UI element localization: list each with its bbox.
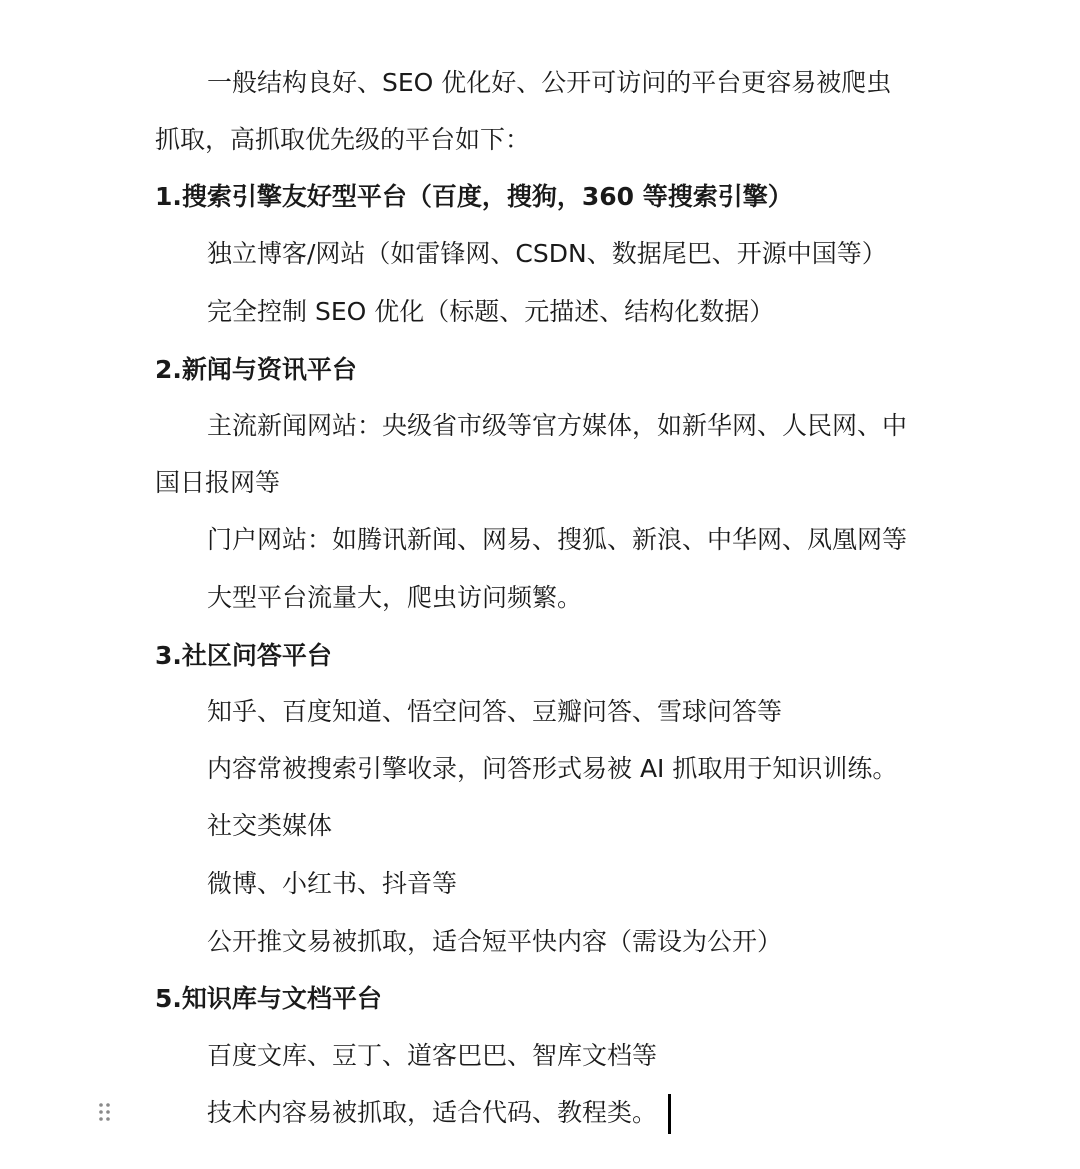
paragraph-doc-sites[interactable]: 百度文库、豆丁、道客巴巴、智库文档等	[207, 1041, 658, 1070]
paragraph-social-sites[interactable]: 微博、小红书、抖音等	[207, 869, 458, 898]
paragraph-portals[interactable]: 门户网站：如腾讯新闻、网易、搜狐、新浪、中华网、凤凰网等	[207, 525, 908, 554]
paragraph-public-posts[interactable]: 公开推文易被抓取，适合短平快内容（需设为公开）	[207, 927, 783, 956]
paragraph-intro-line-1[interactable]: 一般结构良好、SEO 优化好、公开可访问的平台更容易被爬虫	[207, 68, 892, 97]
paragraph-social-media[interactable]: 社交类媒体	[207, 811, 333, 840]
heading-qa-platforms[interactable]: 3.社区问答平台	[155, 641, 332, 670]
paragraph-intro-line-2[interactable]: 抓取，高抓取优先级的平台如下：	[155, 125, 531, 154]
paragraph-blogs[interactable]: 独立博客/网站（如雷锋网、CSDN、数据尾巴、开源中国等）	[207, 239, 887, 268]
paragraph-tech-content[interactable]: 技术内容易被抓取，适合代码、教程类。	[207, 1098, 658, 1127]
paragraph-qa-sites[interactable]: 知乎、百度知道、悟空问答、豆瓣问答、雪球问答等	[207, 697, 783, 726]
heading-news-platforms[interactable]: 2.新闻与资讯平台	[155, 355, 357, 384]
drag-handle-icon[interactable]	[98, 1101, 114, 1123]
paragraph-seo-control[interactable]: 完全控制 SEO 优化（标题、元描述、结构化数据）	[207, 297, 775, 326]
paragraph-qa-indexing[interactable]: 内容常被搜索引擎收录，问答形式易被 AI 抓取用于知识训练。	[207, 754, 898, 783]
text-cursor	[668, 1094, 671, 1134]
heading-search-engine-platforms[interactable]: 1.搜索引擎友好型平台（百度，搜狗，360 等搜索引擎）	[155, 182, 793, 211]
heading-knowledge-platforms[interactable]: 5.知识库与文档平台	[155, 984, 382, 1013]
paragraph-news-sites-line-2[interactable]: 国日报网等	[155, 468, 281, 497]
paragraph-news-sites-line-1[interactable]: 主流新闻网站：央级省市级等官方媒体，如新华网、人民网、中	[207, 411, 908, 440]
paragraph-traffic[interactable]: 大型平台流量大，爬虫访问频繁。	[207, 583, 583, 612]
